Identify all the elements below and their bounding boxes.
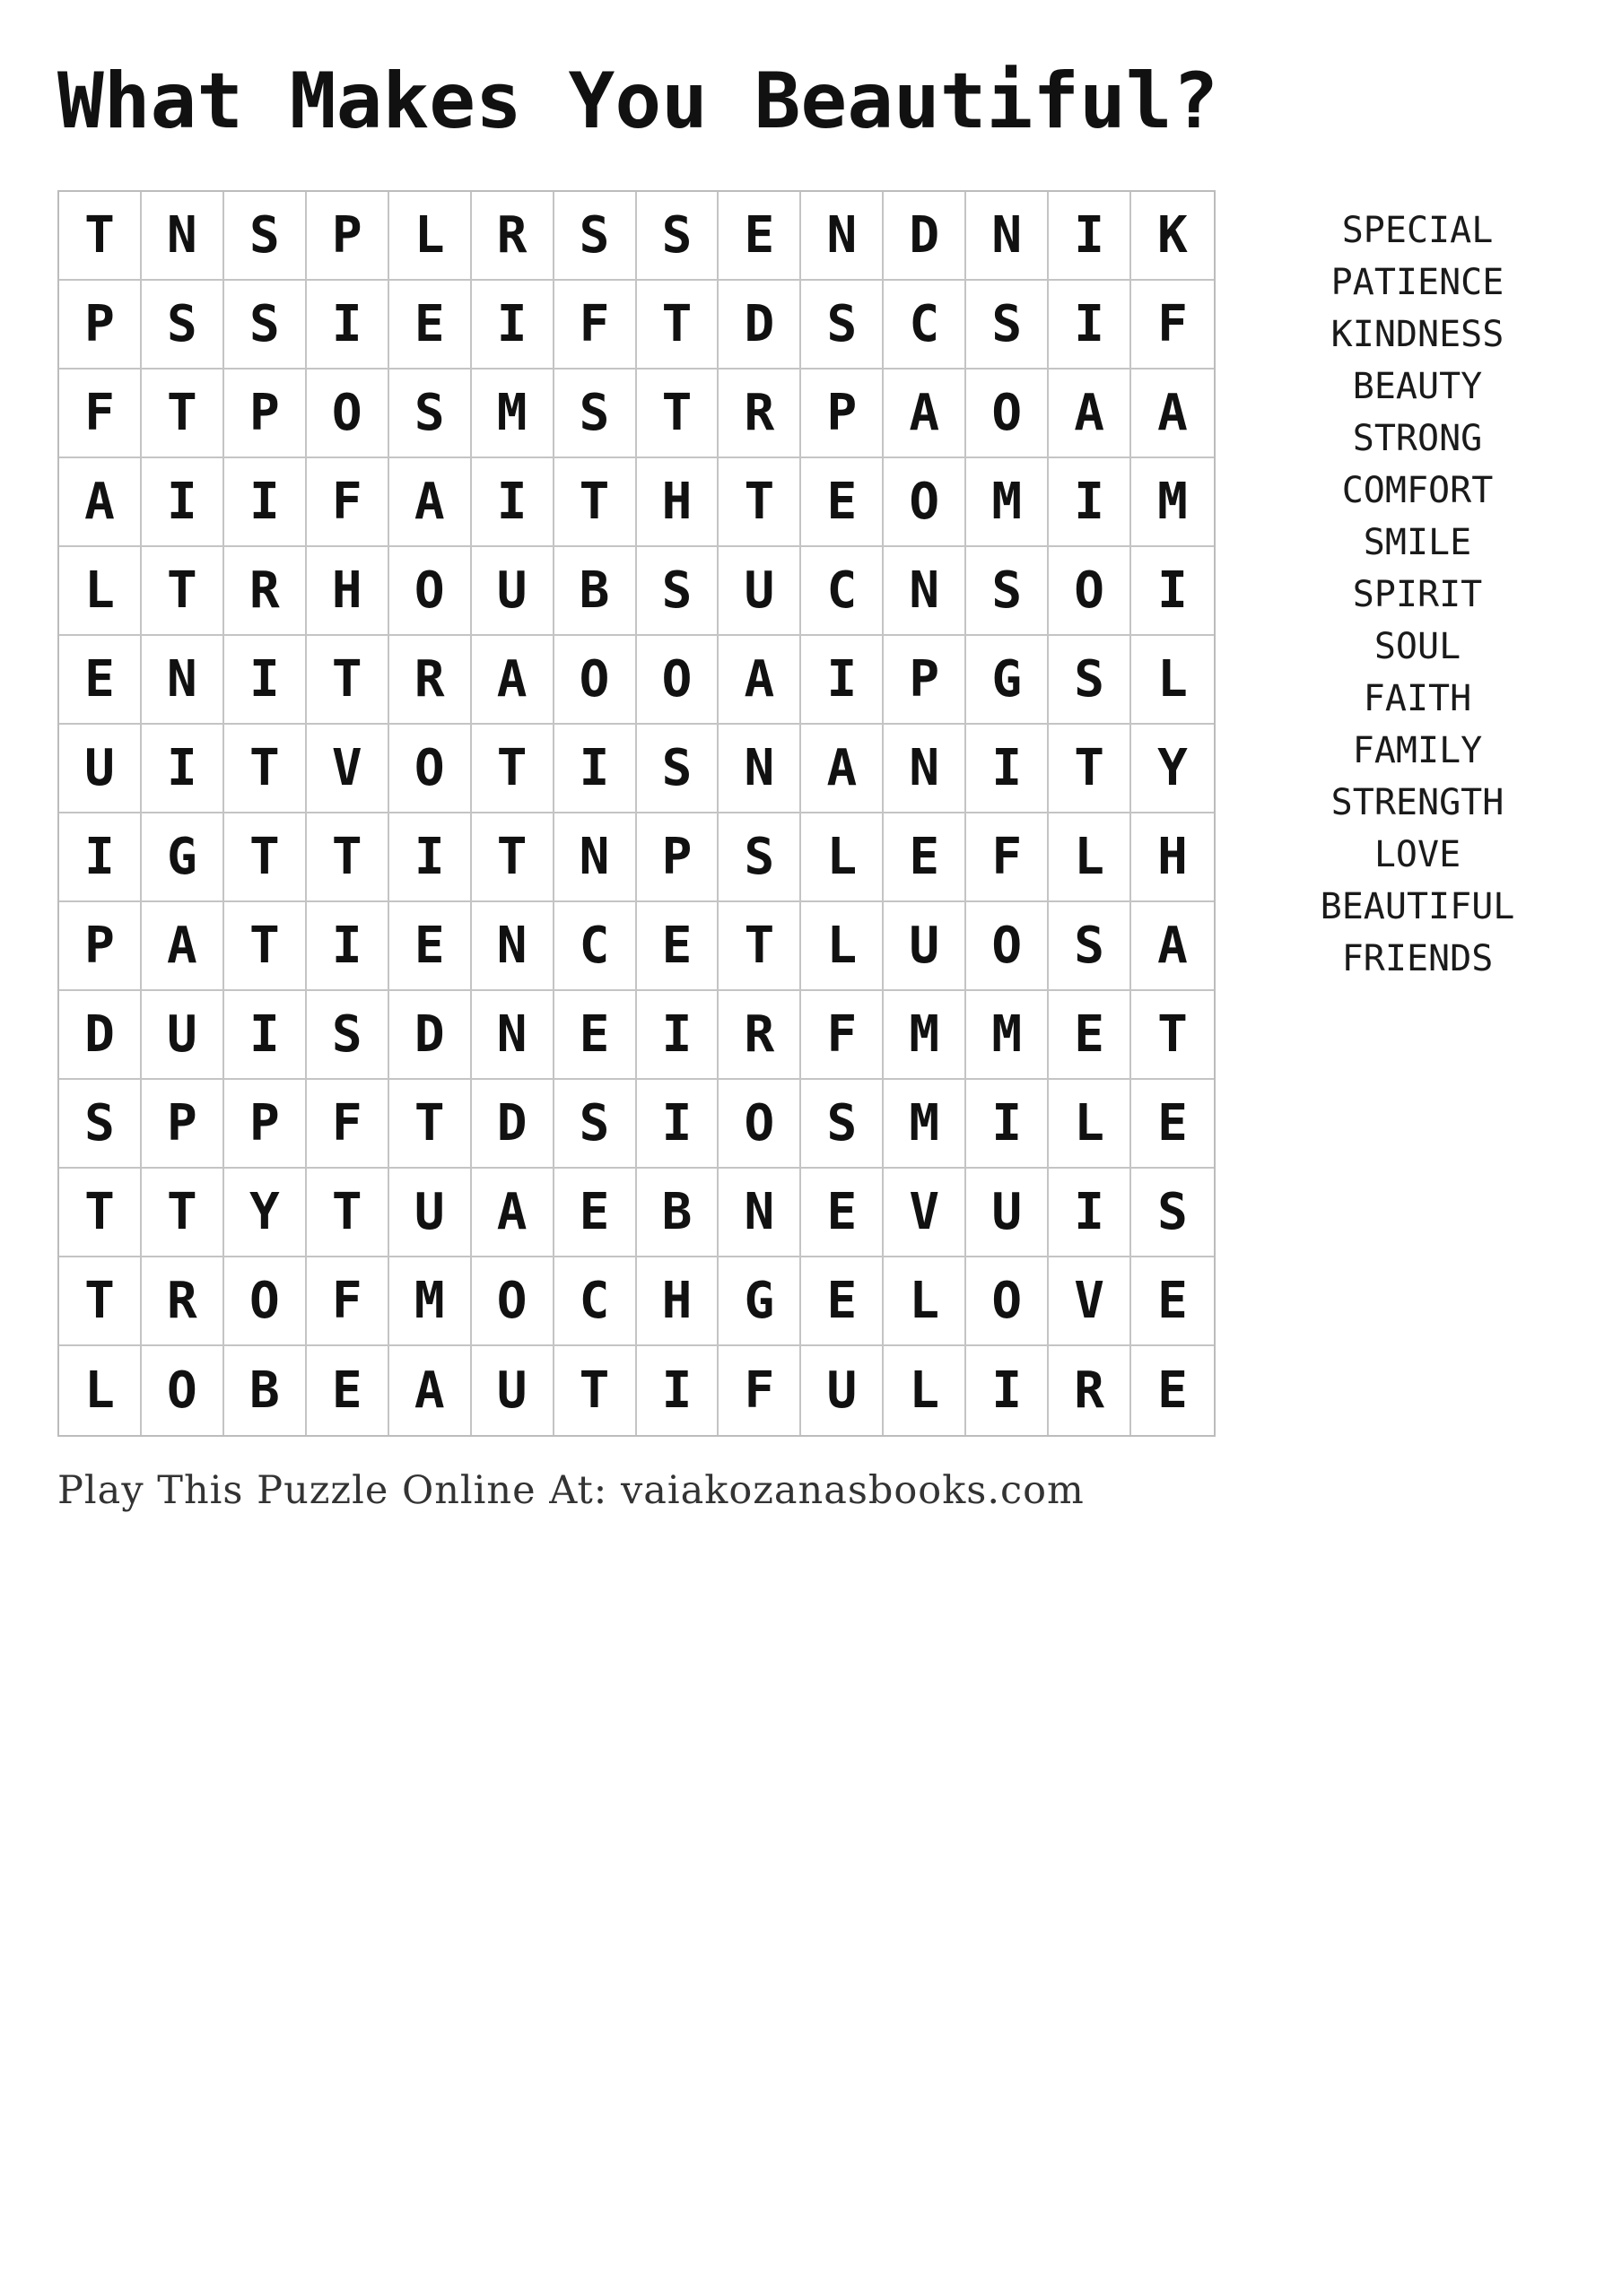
grid-cell: I — [59, 813, 142, 902]
grid-cell: F — [801, 991, 884, 1080]
word-list-item: BEAUTIFUL — [1320, 886, 1515, 927]
grid-cell: E — [1131, 1257, 1214, 1346]
grid-cell: R — [472, 192, 554, 281]
grid-cell: T — [554, 1346, 637, 1435]
footer-text: Play This Puzzle Online At: vaiakozanasbooks.com — [57, 1468, 1085, 1513]
grid-cell: P — [884, 636, 966, 725]
grid-cell: P — [637, 813, 719, 902]
grid-cell: N — [884, 725, 966, 813]
grid-cell: I — [472, 458, 554, 547]
grid-cell: S — [59, 1080, 142, 1169]
grid-cell: S — [637, 547, 719, 636]
grid-cell: A — [801, 725, 884, 813]
grid-cell: O — [966, 370, 1049, 458]
grid-cell: A — [472, 636, 554, 725]
grid-cell: T — [719, 458, 801, 547]
grid-cell: E — [884, 813, 966, 902]
grid-cell: C — [801, 547, 884, 636]
grid-cell: I — [966, 1080, 1049, 1169]
grid-cell: U — [142, 991, 224, 1080]
grid-cell: S — [637, 192, 719, 281]
grid-cell: P — [307, 192, 389, 281]
grid-cell: H — [637, 1257, 719, 1346]
grid-cell: I — [307, 281, 389, 370]
grid-cell: S — [1049, 636, 1131, 725]
grid-cell: E — [719, 192, 801, 281]
grid-cell: S — [554, 1080, 637, 1169]
grid-cell: D — [472, 1080, 554, 1169]
grid-cell: H — [307, 547, 389, 636]
grid-cell: I — [389, 813, 472, 902]
grid-cell: C — [554, 1257, 637, 1346]
grid-cell: O — [554, 636, 637, 725]
grid-cell: I — [142, 725, 224, 813]
grid-cell: S — [389, 370, 472, 458]
grid-cell: U — [884, 902, 966, 991]
grid-cell: L — [884, 1257, 966, 1346]
grid-cell: O — [1049, 547, 1131, 636]
grid-cell: A — [1049, 370, 1131, 458]
word-list-item: KINDNESS — [1330, 314, 1504, 355]
grid-cell: S — [1131, 1169, 1214, 1257]
grid-cell: I — [472, 281, 554, 370]
grid-cell: T — [1131, 991, 1214, 1080]
grid-cell: B — [637, 1169, 719, 1257]
grid-cell: O — [389, 725, 472, 813]
grid-cell: A — [389, 1346, 472, 1435]
grid-cell: P — [224, 1080, 307, 1169]
grid-cell: S — [637, 725, 719, 813]
word-list-item: FAMILY — [1352, 730, 1483, 771]
grid-cell: S — [224, 192, 307, 281]
grid-cell: L — [1049, 813, 1131, 902]
grid-cell: S — [966, 281, 1049, 370]
grid-cell: H — [1131, 813, 1214, 902]
grid-cell: I — [637, 1346, 719, 1435]
word-list-item: LOVE — [1373, 834, 1461, 875]
grid-cell: U — [472, 1346, 554, 1435]
grid-cell: U — [389, 1169, 472, 1257]
grid-cell: T — [307, 1169, 389, 1257]
grid-cell: C — [554, 902, 637, 991]
grid-cell: I — [1049, 458, 1131, 547]
grid-cell: U — [472, 547, 554, 636]
grid-cell: T — [142, 370, 224, 458]
grid-cell: M — [884, 991, 966, 1080]
grid-cell: E — [801, 458, 884, 547]
grid-cell: S — [554, 370, 637, 458]
grid-cell: M — [472, 370, 554, 458]
grid-cell: T — [224, 725, 307, 813]
grid-cell: Y — [1131, 725, 1214, 813]
grid-cell: L — [1131, 636, 1214, 725]
grid-cell: U — [801, 1346, 884, 1435]
grid-cell: T — [554, 458, 637, 547]
grid-cell: E — [389, 902, 472, 991]
grid-cell: S — [142, 281, 224, 370]
grid-cell: A — [884, 370, 966, 458]
grid-cell: T — [637, 370, 719, 458]
grid-cell: S — [801, 281, 884, 370]
grid-cell: O — [224, 1257, 307, 1346]
grid-cell: E — [801, 1257, 884, 1346]
grid-cell: M — [389, 1257, 472, 1346]
grid-cell: T — [307, 636, 389, 725]
grid-cell: T — [59, 1169, 142, 1257]
grid-cell: T — [1049, 725, 1131, 813]
grid-cell: T — [142, 1169, 224, 1257]
grid-cell: I — [224, 636, 307, 725]
grid-cell: A — [389, 458, 472, 547]
grid-cell: G — [966, 636, 1049, 725]
grid-cell: S — [1049, 902, 1131, 991]
grid-cell: T — [637, 281, 719, 370]
grid-cell: T — [307, 813, 389, 902]
grid-cell: F — [554, 281, 637, 370]
grid-cell: I — [1049, 192, 1131, 281]
grid-cell: V — [307, 725, 389, 813]
grid-cell: I — [1131, 547, 1214, 636]
grid-cell: L — [59, 547, 142, 636]
grid-cell: L — [59, 1346, 142, 1435]
grid-cell: R — [224, 547, 307, 636]
grid-cell: I — [224, 458, 307, 547]
grid-cell: E — [389, 281, 472, 370]
grid-cell: N — [801, 192, 884, 281]
word-list-item: SPECIAL — [1341, 210, 1494, 251]
word-list-item: PATIENCE — [1330, 262, 1504, 303]
grid-cell: O — [389, 547, 472, 636]
grid-cell: F — [307, 458, 389, 547]
word-list-item: STRONG — [1352, 418, 1483, 459]
grid-cell: E — [637, 902, 719, 991]
word-list-item: FAITH — [1363, 678, 1472, 719]
grid-cell: I — [224, 991, 307, 1080]
grid-cell: G — [719, 1257, 801, 1346]
grid-cell: A — [142, 902, 224, 991]
grid-cell: K — [1131, 192, 1214, 281]
letter-grid — [57, 190, 1216, 1437]
grid-cell: T — [389, 1080, 472, 1169]
grid-cell: T — [142, 547, 224, 636]
grid-cell: B — [224, 1346, 307, 1435]
grid-cell: I — [142, 458, 224, 547]
grid-cell: H — [637, 458, 719, 547]
grid-cell: T — [472, 813, 554, 902]
grid-cell: D — [719, 281, 801, 370]
grid-cell: T — [59, 1257, 142, 1346]
grid-cell: S — [224, 281, 307, 370]
grid-cell: O — [884, 458, 966, 547]
grid-cell: M — [1131, 458, 1214, 547]
grid-cell: E — [1131, 1080, 1214, 1169]
grid-cell: E — [1049, 991, 1131, 1080]
grid-cell: R — [389, 636, 472, 725]
grid-cell: P — [59, 281, 142, 370]
grid-cell: O — [966, 1257, 1049, 1346]
grid-cell: O — [966, 902, 1049, 991]
grid-cell: N — [472, 902, 554, 991]
grid-cell: N — [472, 991, 554, 1080]
grid-cell: U — [719, 547, 801, 636]
grid-cell: T — [719, 902, 801, 991]
grid-cell: I — [1049, 1169, 1131, 1257]
grid-cell: N — [719, 725, 801, 813]
grid-cell: N — [966, 192, 1049, 281]
grid-cell: N — [142, 636, 224, 725]
word-list-item: SMILE — [1363, 522, 1472, 563]
word-list-item: FRIENDS — [1341, 938, 1494, 979]
grid-cell: U — [59, 725, 142, 813]
grid-cell: F — [1131, 281, 1214, 370]
grid-cell: E — [307, 1346, 389, 1435]
grid-cell: I — [554, 725, 637, 813]
grid-cell: S — [801, 1080, 884, 1169]
grid-cell: S — [554, 192, 637, 281]
grid-cell: A — [59, 458, 142, 547]
grid-cell: V — [1049, 1257, 1131, 1346]
word-list-item: SOUL — [1373, 626, 1461, 667]
grid-cell: L — [801, 902, 884, 991]
grid-cell: G — [142, 813, 224, 902]
grid-cell: S — [719, 813, 801, 902]
grid-cell: E — [1157, 1361, 1188, 1420]
grid-cell: I — [801, 636, 884, 725]
grid-cell: F — [307, 1080, 389, 1169]
grid-cell: O — [719, 1080, 801, 1169]
grid-cell: D — [59, 991, 142, 1080]
grid-cell: E — [554, 1169, 637, 1257]
grid-cell: T — [472, 725, 554, 813]
grid-cell: O — [307, 370, 389, 458]
grid-cell: I — [966, 725, 1049, 813]
grid-cell: R — [719, 991, 801, 1080]
grid-cell: A — [472, 1169, 554, 1257]
word-list-item: SPIRIT — [1352, 574, 1483, 615]
grid-cell: P — [801, 370, 884, 458]
grid-cell: E — [59, 636, 142, 725]
grid-cell: I — [307, 902, 389, 991]
grid-cell: O — [472, 1257, 554, 1346]
grid-cell: R — [142, 1257, 224, 1346]
word-list-item: STRENGTH — [1330, 782, 1504, 823]
grid-cell: C — [884, 281, 966, 370]
grid-cell: R — [719, 370, 801, 458]
grid-cell: L — [801, 813, 884, 902]
grid-cell: L — [1049, 1080, 1131, 1169]
grid-cell: F — [307, 1257, 389, 1346]
grid-cell: T — [59, 192, 142, 281]
grid-cell: N — [142, 192, 224, 281]
grid-cell: O — [142, 1346, 224, 1435]
grid-cell: R — [1049, 1346, 1131, 1435]
grid-cell: F — [966, 813, 1049, 902]
grid-cell: A — [1131, 370, 1214, 458]
grid-cell: I — [637, 991, 719, 1080]
word-list — [1283, 204, 1552, 985]
grid-cell: B — [554, 547, 637, 636]
grid-cell: P — [142, 1080, 224, 1169]
grid-cell: I — [966, 1346, 1049, 1435]
grid-cell: M — [884, 1080, 966, 1169]
grid-cell: M — [966, 458, 1049, 547]
grid-cell: S — [966, 547, 1049, 636]
grid-cell: T — [224, 902, 307, 991]
grid-cell: I — [637, 1080, 719, 1169]
grid-cell: S — [307, 991, 389, 1080]
grid-cell: U — [966, 1169, 1049, 1257]
grid-cell: I — [1049, 281, 1131, 370]
grid-cell: A — [719, 636, 801, 725]
word-list-item: BEAUTY — [1352, 366, 1483, 407]
grid-cell: A — [1131, 902, 1214, 991]
grid-cell: T — [224, 813, 307, 902]
grid-cell: E — [801, 1169, 884, 1257]
grid-cell: V — [884, 1169, 966, 1257]
grid-cell: D — [884, 192, 966, 281]
grid-cell: N — [719, 1169, 801, 1257]
grid-cell: D — [389, 991, 472, 1080]
grid-cell: L — [389, 192, 472, 281]
grid-cell: N — [884, 547, 966, 636]
grid-cell: F — [59, 370, 142, 458]
word-list-item: COMFORT — [1341, 470, 1494, 511]
grid-cell: N — [554, 813, 637, 902]
grid-cell: P — [59, 902, 142, 991]
grid-cell: O — [637, 636, 719, 725]
grid-cell: Y — [224, 1169, 307, 1257]
grid-cell: E — [554, 991, 637, 1080]
grid-cell: F — [719, 1346, 801, 1435]
grid-cell: P — [224, 370, 307, 458]
grid-cell: M — [966, 991, 1049, 1080]
puzzle-title: What Makes You Beautiful? — [57, 57, 1219, 146]
grid-cell: L — [884, 1346, 966, 1435]
